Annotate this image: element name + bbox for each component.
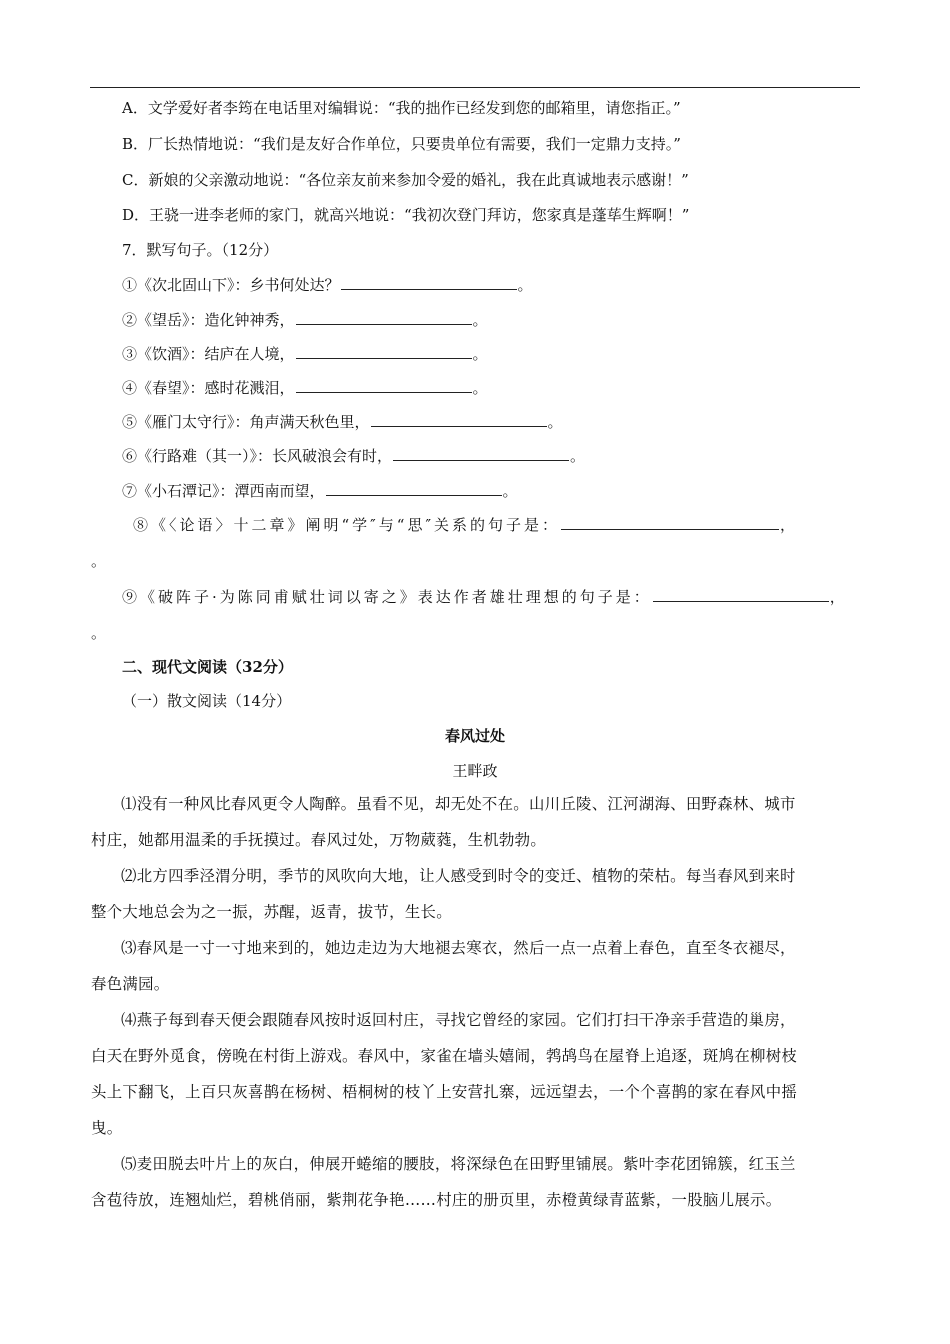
answer-blank[interactable] [371,411,547,427]
section-heading: 二、现代文阅读（32分） [122,658,293,676]
dictation-item-2: ②《望岳》：造化钟神秀， 。 [122,311,488,329]
answer-blank[interactable] [393,445,569,461]
dictation-item-6: ⑥《行路难（其一）》：长风破浪会有时， 。 [122,447,586,465]
option-d: D．王骁一进李老师的家门，就高兴地说：“我初次登门拜访，您家真是蓬荜生辉啊！” [122,206,690,224]
article-paragraph-2: ⑵北方四季泾渭分明，季节的风吹向大地，让人感受到时令的变迁、植物的荣枯。每当春风到来时 整个大地总会为之一振，苏醒，返青，拔节，生长。 [91,867,796,921]
header-rule [90,87,860,88]
answer-blank[interactable] [296,377,472,393]
article-paragraph-4: ⑷燕子每到春天便会跟随春风按时返回村庄，寻找它曾经的家园。它们打扫干净亲手营造的巢房， 白天在野外觅食，傍晚在村街上游戏。春风中，家雀在墙头嬉闹，鹁鸪鸟在屋脊上追逐，斑鸠在柳树枝 头上下翻飞，上百只灰喜鹊在杨树、梧桐树的枝丫上安营扎寨，远远望去，一个个喜鹊的家在春风中摇 曳。 [91,1011,798,1137]
dictation-item-9: ⑨《破阵子·为陈同甫赋壮词以寄之》表达作者雄壮理想的句子是： ， [122,588,848,606]
question-7-title: 7．默写句子。（12分） [122,241,279,259]
option-c: C．新娘的父亲激动地说：“各位亲友前来参加令爱的婚礼，我在此真诚地表示感谢！” [122,171,689,189]
dictation-prompt: ⑤《雁门太守行》：角声满天秋色里， [122,413,370,431]
answer-blank[interactable] [341,274,517,290]
dictation-item-4: ④《春望》：感时花溅泪， 。 [122,379,488,397]
option-a: A．文学爱好者李筠在电话里对编辑说：“我的拙作已经发到您的邮箱里，请您指正。” [122,99,681,117]
dictation-item-8: ⑧《〈论语〉十二章》阐明“学″与“思″关系的句子是： ， [133,516,799,534]
dictation-prompt: ⑦《小石潭记》：潭西南而望， [122,482,325,500]
dictation-prompt: ④《春望》：感时花溅泪， [122,379,295,397]
answer-blank[interactable] [326,480,502,496]
option-b: B．厂长热情地说：“我们是友好合作单位，只要贵单位有需要，我们一定鼎力支持。” [122,135,681,153]
dictation-item-3: ③《饮酒》：结庐在人境， 。 [122,345,488,363]
subsection-heading: （一）散文阅读（14分） [122,692,292,710]
answer-blank[interactable] [296,309,472,325]
dictation-prompt: ⑥《行路难（其一）》：长风破浪会有时， [122,447,393,465]
article-paragraph-1: ⑴没有一种风比春风更令人陶醉。虽看不见，却无处不在。山川丘陵、江河湖海、田野森林、城市 村庄，她都用温柔的手抚摸过。春风过处，万物葳蕤，生机勃勃。 [91,795,796,849]
answer-blank[interactable] [561,514,779,530]
dictation-item-8-end: 。 [91,552,107,570]
article-paragraph-5: ⑸麦田脱去叶片上的灰白，伸展开蜷缩的腰肢，将深绿色在田野里铺展。紫叶李花团锦簇，红玉兰 含苞待放，连翘灿烂，碧桃俏丽，紫荆花争艳……村庄的册页里，赤橙黄绿青蓝紫，一股脑儿展示。 [91,1155,796,1209]
dictation-item-7: ⑦《小石潭记》：潭西南而望， 。 [122,482,518,500]
answer-blank[interactable] [653,586,829,602]
article-paragraph-3: ⑶春风是一寸一寸地来到的，她边走边为大地褪去寒衣，然后一点一点着上春色，直至冬衣褪尽， 春色满园。 [91,939,796,993]
dictation-item-9-end: 。 [91,624,107,642]
dictation-prompt: ②《望岳》：造化钟神秀， [122,311,295,329]
dictation-prompt: ⑧《〈论语〉十二章》阐明“学″与“思″关系的句子是： [133,516,561,534]
article-author: 王畔政 [452,762,498,780]
dictation-prompt: ⑨《破阵子·为陈同甫赋壮词以寄之》表达作者雄壮理想的句子是： [122,588,652,606]
dictation-item-1: ①《次北固山下》：乡书何处达？ 。 [122,276,533,294]
dictation-prompt: ③《饮酒》：结庐在人境， [122,345,295,363]
dictation-item-5: ⑤《雁门太守行》：角声满天秋色里， 。 [122,413,563,431]
article-title: 春风过处 [444,727,505,745]
dictation-prompt: ①《次北固山下》：乡书何处达？ [122,276,340,294]
answer-blank[interactable] [296,343,472,359]
